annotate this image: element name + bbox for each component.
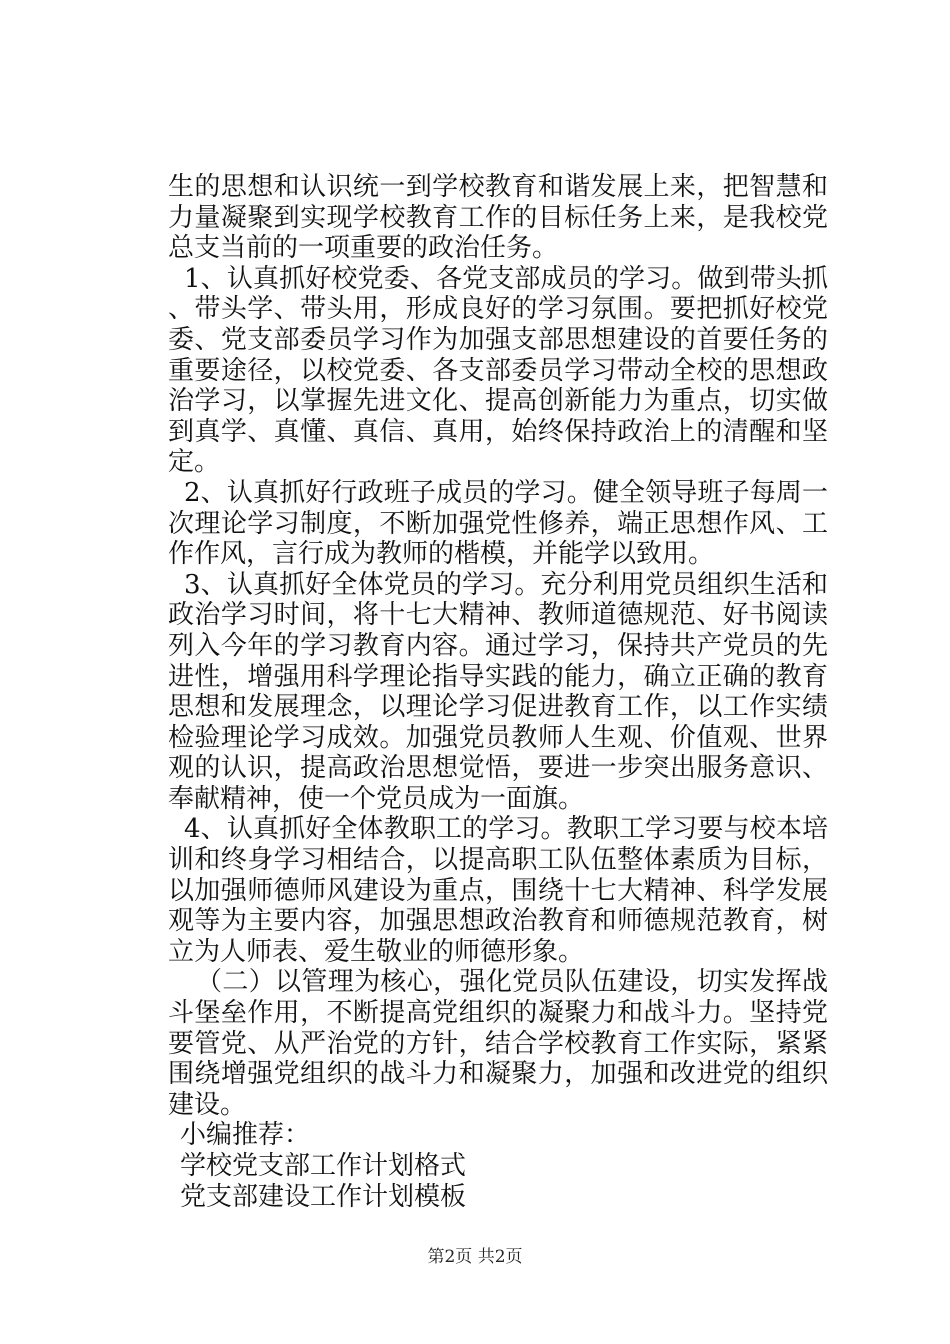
recommend-label: 小编推荐： [180, 1120, 311, 1151]
document-body [168, 172, 828, 1212]
page-footer: 第2页 共2页 [427, 1247, 523, 1267]
recommend-link-2[interactable]: 党支部建设工作计划模板 [180, 1181, 467, 1212]
paragraph-item-2: 2、认真抓好行政班子成员的学习。健全领导班子每周一次理论学习制度，不断加强党性修养，端正思想作风、工作作风，言行成为教师的楷模，并能学以致用。 [168, 477, 828, 570]
paragraph-item-3: 3、认真抓好全体党员的学习。充分利用党员组织生活和政治学习时间，将十七大精神、教师道德规范、好书阅读列入今年的学习教育内容。通过学习，保持共产党员的先进性，增强用科学理论指导实践的能力，确立正确的教育思想和发展理念，以理论学习促进教育工作，以工作实绩检验理论学习成效。加强党员教师人生观、价值观、世界观的认识，提高政治思想觉悟，要进一步突出服务意识、奉献精神，使一个党员成为一面旗。 [168, 569, 828, 814]
recommend-link-1[interactable]: 学校党支部工作计划格式 [180, 1151, 467, 1181]
paragraph-continuation: 生的思想和认识统一到学校教育和谐发展上来，把智慧和力量凝聚到实现学校教育工作的目标任务上来，是我校党总支当前的一项重要的政治任务。 [168, 172, 828, 264]
paragraph-section-2: （二）以管理为核心，强化党员队伍建设，切实发挥战斗堡垒作用，不断提高党组织的凝聚力和战斗力。坚持党要管党、从严治党的方针，结合学校教育工作实际，紧紧围绕增强党组织的战斗力和凝聚力，加强和改进党的组织建设。 [168, 967, 828, 1120]
paragraph-item-1: 1、认真抓好校党委、各党支部成员的学习。做到带头抓、带头学、带头用，形成良好的学习氛围。要把抓好校党委、党支部委员学习作为加强支部思想建设的首要任务的重要途径，以校党委、各支部委员学习带动全校的思想政治学习，以掌握先进文化、提高创新能力为重点，切实做到真学、真懂、真信、真用，始终保持政治上的清醒和坚定。 [168, 263, 828, 478]
paragraph-item-4: 4、认真抓好全体教职工的学习。教职工学习要与校本培训和终身学习相结合，以提高职工队伍整体素质为目标，以加强师德师风建设为重点，围绕十七大精神、科学发展观等为主要内容，加强思想政治教育和师德规范教育，树立为人师表、爱生敬业的师德形象。 [168, 814, 828, 967]
